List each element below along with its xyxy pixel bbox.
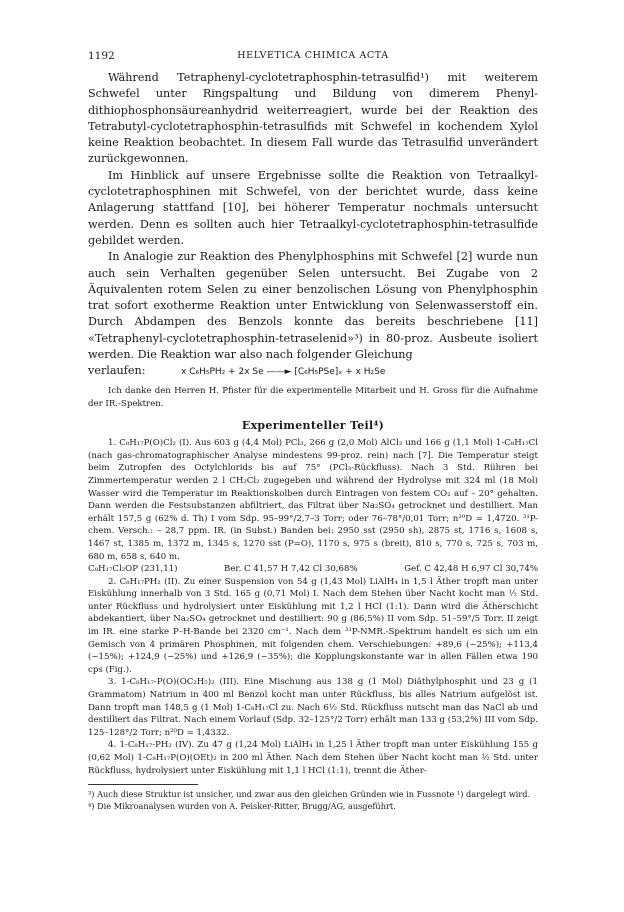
analysis-calculated: Ber. C 41,57 H 7,42 Cl 30,68% — [224, 564, 358, 575]
paragraph: Während Tetraphenyl-cyclotetraphosphin-tetrasulfid¹) mit weiterem Schwefel unter Ringspaltung und Bildung von dimerem Phenyl-dithiophosphonsäureanhydrid weiterreagiert, wurde bei der Reaktion des Tetrabutyl-cyclotetraphosphin-tetrasulfids mit Schwefel in kochendem Xylol keine Reaktion beobachtet. In diesem Fall wurde das Tetrasulfid unverändert zurückgewonnen. — [88, 71, 538, 166]
footnote: ³) Auch diese Struktur ist unsicher, und zwar aus den gleichen Gründen wie in Fussnote ¹) dargelegt wird. — [88, 789, 531, 800]
experimental-paragraph: 3. 1-C₈H₁₇-P(O)(OC₂H₅)₂ (III). Eine Mischung aus 138 g (1 Mol) Diäthylphosphit und 23 g (1 Grammatom) Natrium in 400 ml Benzol kocht man unter Rückfluss, bis alles Natrium aufgelöst ist. Dann tropft man 148,5 g (1 Mol) 1-C₈H₁₇Cl zu. Nach 6½ Std. Rückfluss nutscht man das NaCl ab und destilliert das Filtrat. Nach einem Vorlauf (Sdp. 32–125°/2 Torr) erhält man 133 g (53,2%) III vom Sdp. 125–128°/2 Torr; n²⁰D = 1,4332. — [88, 677, 538, 738]
equation-lead: verlaufen: — [88, 364, 146, 378]
equation-line — [88, 363, 538, 379]
analysis-formula: C₈H₁₇Cl₂OP (231,11) — [88, 564, 178, 575]
experimental-paragraph: 2. C₈H₁₇PH₂ (II). Zu einer Suspension von 54 g (1,43 Mol) LiAlH₄ in 1,5 l Äther tropft man unter Eiskühlung innerhalb von 3 Std. 165 g (0,71 Mol) I. Nach dem Stehen über Nacht kocht man ½ Std. unter Rückfluss und hydrolysiert unter Eiskühlung mit 1,2 l HCl (1:1). Dann wird die Ätherschicht abdekantiert, über Na₂SO₄ getrocknet und destilliert: 90 g (86,5%) II vom Sdp. 51–59°/5 Torr. II zeigt im IR. eine starke P–H-Bande bei 2320 cm⁻¹. Nach dem ³¹P-NMR.-Spektrum handelt es sich um ein Gemisch von 4 primären Phosphinen, mit folgenden chem. Verschiebungen: +89,6 (~25%); +113,4 (~15%); +124,9 (~25%) und +126,9 (~35%); die Kopplungskonstante war in allen Fällen etwa 190 cps (Fig.). — [88, 576, 538, 675]
paragraph: In Analogie zur Reaktion des Phenylphosphins mit Schwefel [2] wurde nun auch sein Verhalten gegenüber Selen untersucht. Bei Zugabe von 2 Äquivalenten rotem Selen zu einer benzolischen Lösung von Phenylphosphin trat sofort exotherme Reaktion unter Entwicklung von Selenwasserstoff ein. Durch Abdampen des Benzols konnte das bereits beschriebene [11] «Tetraphenyl-cyclotetraphosphin-tetraselenid»³) in 80-proz. Ausbeute isoliert werden. Die Reaktion war also nach folgender Gleichung — [88, 250, 538, 362]
paragraph: Im Hinblick auf unsere Ergebnisse sollte die Reaktion von Tetraalkyl-cyclotetraphosphinen mit Schwefel, von der berichtet wurde, dass keine Anlagerung stattfand [10], bei höherer Temperatur nochmals untersucht werden. Denn es sollten auch hier Tetraalkyl-cyclotetraphosphin-tetrasulfide gebildet werden. — [88, 168, 538, 247]
experimental-paragraph: 4. 1-C₈H₁₇-PH₂ (IV). Zu 47 g (1,24 Mol) LiAlH₄ in 1,25 l Äther tropft man unter Eiskühlung 155 g (0,62 Mol) 1-C₈H₁₇P(O)(OEt)₂ in 200 ml Äther. Nach dem Stehen über Nacht kocht man ½ Std. unter Rückfluss, hydrolysiert unter Eiskühlung mit 1,1 l HCl (1:1), trennt die Äther- — [88, 740, 538, 776]
running-header — [88, 50, 538, 64]
acknowledgement: Ich danke den Herren H. Pfister für die experimentelle Mitarbeit und H. Gross für die Aufnahme der IR.-Spektren. — [88, 386, 538, 409]
elemental-analysis — [88, 563, 538, 576]
page-number: 1192 — [88, 50, 115, 62]
article-body — [88, 70, 538, 813]
footnote-rule — [88, 784, 198, 785]
analysis-found: Gef. C 42,48 H 6,97 Cl 30,74% — [404, 564, 538, 575]
journal-title: HELVETICA CHIMICA ACTA — [237, 50, 389, 61]
footnote: ⁴) Die Mikroanalysen wurden von A. Peisker-Ritter, Brugg/AG, ausgeführt. — [88, 800, 396, 811]
reaction-equation: x C₆H₅PH₂ + 2x Se ——► [C₆H₅PSe]ₓ + x H₂Se — [181, 367, 386, 378]
section-heading: Experimenteller Teil⁴) — [241, 419, 385, 433]
experimental-paragraph: 1. C₈H₁₇P(O)Cl₂ (I). Aus 603 g (4,4 Mol) PCl₃, 266 g (2,0 Mol) AlCl₃ und 166 g (1,1 Mol) 1-C₈H₁₇Cl (nach gas-chromatographischer Analyse mindestens 99-proz. rein) nach [7]. Die Temperatur steigt beim Zutropfen des Octylchlorids bis auf 75° (PCl₃-Rückfluss). Nach 3 Std. Rühren bei Zimmertemperatur werden 2 l CH₂Cl₂ zugegeben und während der Hydrolyse mit 324 ml (18 Mol) Wasser wird die Temperatur im Reaktionskolben durch Eintragen von festem CO₂ auf – 20° gehalten. Dann werden die Festsubstanzen abfiltriert, das Filtrat über Na₂SO₄ getrocknet und destilliert. Man erhält 157,5 g (62% d. Th) I vom Sdp. 95–99°/2,7–3 Torr; oder 76–78°/0,01 Torr; n²⁰D = 1,4720. ³¹P-chem. Versch.: – 28,7 ppm. IR. (in Subst.) Banden bei: 2950 sst (2950 sh), 2875 st, 1716 s, 1608 s, 1467 st, 1385 m, 1372 m, 1345 s, 1270 sst (P=O), 1170 s, 975 s (breit), 810 s, 770 s, 725 s, 703 m, 680 m, 658 s, 640 m. — [88, 438, 538, 562]
